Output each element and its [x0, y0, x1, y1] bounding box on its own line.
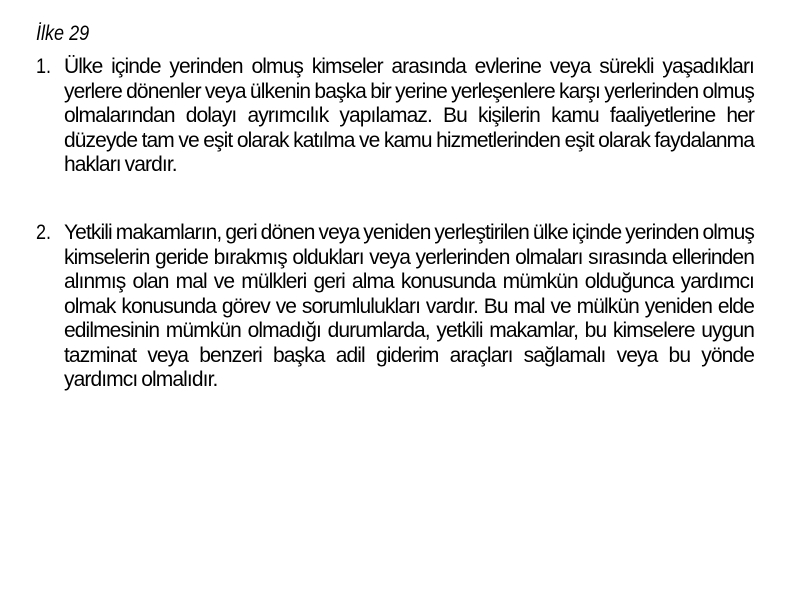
list-item-number: 1.: [36, 55, 52, 78]
list-item-text: Yetkili makamların, geri dönen veya yeniden yerleştirilen ülke içinde yerinden olmuş kimselerin geride bırakmış oldukları veya yerlerinden olmaları sırasında ellerinden alınmış olan mal ve mülkleri geri alma konusunda mümkün olduğunca yardımcı olmak konusunda görev ve sorumlulukları vardır. Bu mal ve mülkün yeniden elde edilmesinin mümkün olmadığı durumlarda, yetkili makamlar, bu kimselere uygun tazminat veya benzeri başka adil giderim araçları sağlamalı veya bu yönde yardımcı olmalıdır.: [64, 221, 754, 391]
list-item-text: Ülke içinde yerinden olmuş kimseler arasında evlerine veya sürekli yaşadıkları yerlere dönenler veya ülkenin başka bir yerine yerleşenlere karşı yerlerinden olmuş olmalarından dolayı ayrımcılık yapılamaz. Bu kişilerin kamu faaliyetlerine her düzeyde tam ve eşit olarak katılma ve kamu hizmetlerinden eşit olarak faydalanma hakları vardır.: [64, 55, 754, 176]
list-item-number: 2.: [36, 221, 52, 244]
principle-title: İlke 29: [36, 22, 90, 45]
